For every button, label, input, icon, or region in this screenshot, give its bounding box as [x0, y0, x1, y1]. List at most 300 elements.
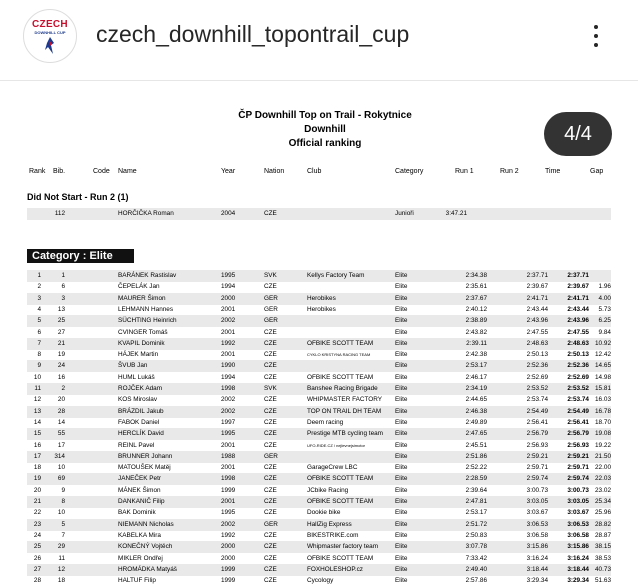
dns-bib: 112 — [54, 210, 65, 217]
cell-time: 2:53.52 — [567, 385, 589, 392]
table-row — [27, 485, 611, 497]
cell-rank: 20 — [33, 486, 41, 494]
cell-rank: 5 — [37, 317, 41, 325]
cell-name: ROJČEK Adam — [118, 385, 163, 392]
cell-r1: 2:49.89 — [465, 418, 487, 426]
cell-r2: 2:53.52 — [526, 385, 548, 392]
cell-gap: 22.03 — [595, 475, 611, 483]
cell-bib: 16 — [57, 373, 65, 381]
doc-subtitle: Downhill — [304, 124, 346, 135]
cell-rank: 25 — [33, 543, 41, 551]
cell-name: MATOUŠEK Matěj — [118, 464, 171, 472]
cell-nat: CZE — [264, 498, 277, 505]
cell-club: Banshee Racing Brigade — [307, 385, 378, 392]
cell-cat: Elite — [395, 294, 408, 302]
cell-year: 1999 — [221, 486, 236, 494]
cell-r2: 2:59.71 — [526, 464, 548, 472]
cell-cat: Elite — [395, 407, 408, 415]
cell-year: 1995 — [221, 509, 236, 517]
table-row — [27, 270, 611, 282]
cell-gap: 15.81 — [595, 385, 611, 392]
cell-cat: Elite — [395, 543, 408, 551]
cell-rank: 13 — [33, 407, 41, 415]
cell-cat: Elite — [395, 520, 408, 528]
cell-r2: 2:43.96 — [526, 317, 548, 325]
cell-nat: GER — [264, 305, 278, 313]
cell-name: KOS Miroslav — [118, 396, 158, 404]
cell-nat: GER — [264, 520, 278, 528]
cell-bib: 314 — [54, 452, 65, 460]
cell-nat: CZE — [264, 430, 277, 438]
cell-name: FABOK Daniel — [118, 418, 160, 426]
cell-r1: 2:47.81 — [465, 498, 487, 505]
cell-gap: 12.42 — [595, 351, 611, 359]
cell-time: 2:43.96 — [567, 317, 589, 325]
cell-year: 2001 — [221, 305, 236, 313]
table-row — [27, 507, 611, 519]
cell-bib: 5 — [61, 520, 65, 528]
cell-rank: 16 — [33, 441, 41, 449]
table-row — [27, 564, 611, 576]
cell-nat: GER — [264, 452, 278, 460]
cell-r2: 3:16.24 — [526, 554, 548, 562]
cell-time: 3:00.73 — [567, 486, 589, 494]
cell-club: Deem racing — [307, 418, 344, 426]
cell-r1: 3:07.78 — [465, 543, 487, 551]
cell-name: BAK Dominik — [118, 509, 156, 517]
cell-year: 2000 — [221, 294, 236, 302]
post-header — [0, 0, 638, 81]
table-row — [27, 553, 611, 565]
cell-cat: Elite — [395, 305, 408, 313]
cell-r1: 2:51.86 — [465, 452, 487, 460]
header-code: Code — [93, 168, 110, 175]
cell-cat: Elite — [395, 577, 408, 585]
cell-year: 2000 — [221, 554, 236, 562]
header-gap: Gap — [590, 168, 604, 175]
cell-rank: 9 — [37, 362, 41, 370]
cell-r1: 2:39.64 — [465, 486, 487, 494]
table-row — [27, 406, 611, 418]
cell-gap: 28.87 — [595, 531, 611, 539]
cell-r1: 2:57.86 — [465, 577, 487, 585]
cell-r1: 2:53.17 — [465, 509, 487, 517]
cell-bib: 29 — [57, 543, 65, 551]
cell-r1: 2:44.65 — [465, 396, 487, 404]
table-row — [27, 383, 611, 395]
cell-nat: CZE — [264, 407, 277, 415]
table-row — [27, 281, 611, 293]
cell-r2: 3:29.34 — [526, 577, 548, 585]
cell-bib: 10 — [57, 464, 65, 472]
table-row — [27, 451, 611, 463]
cell-nat: CZE — [264, 418, 277, 426]
table-row — [27, 530, 611, 542]
cell-club: TOP ON TRAIL DH TEAM — [307, 407, 382, 415]
cell-year: 2002 — [221, 317, 236, 325]
cell-rank: 28 — [33, 577, 41, 585]
cell-name: KABELKA Mira — [118, 531, 161, 539]
cell-r1: 2:39.11 — [466, 339, 487, 347]
cell-bib: 10 — [57, 509, 65, 517]
cell-year: 2000 — [221, 543, 236, 551]
table-row — [27, 496, 611, 508]
cell-r1: 2:49.40 — [465, 565, 487, 573]
cell-name: MÁNEK Šimon — [118, 486, 161, 494]
cell-r1: 2:37.67 — [465, 294, 487, 302]
cell-bib: 8 — [61, 498, 65, 505]
cell-cat: Elite — [395, 418, 408, 426]
cell-nat: CZE — [264, 486, 277, 494]
cell-rank: 27 — [33, 565, 41, 573]
cell-club: Herobikes — [307, 305, 336, 313]
cell-time: 2:37.71 — [567, 272, 589, 279]
cell-time: 2:56.41 — [567, 418, 589, 426]
table-row — [27, 462, 611, 474]
cell-club: GarageCrew LBC — [307, 464, 358, 472]
cell-club: Dookie bike — [307, 509, 341, 517]
cell-r1: 2:46.38 — [465, 407, 487, 415]
cell-time: 3:15.86 — [567, 543, 589, 551]
header-club: Club — [307, 168, 322, 175]
cell-cat: Elite — [395, 351, 408, 359]
cell-year: 1988 — [221, 452, 236, 460]
cell-r1: 2:43.82 — [465, 328, 487, 336]
cell-nat: CZE — [264, 441, 277, 449]
cell-time: 2:59.74 — [567, 475, 589, 483]
cell-r1: 7:33.42 — [465, 554, 487, 562]
cell-r2: 2:59.74 — [526, 475, 548, 483]
cell-name: KONEČNÝ Vojtěch — [118, 543, 173, 551]
cell-name: REINL Pavel — [118, 441, 155, 449]
cell-nat: SVK — [264, 272, 277, 279]
cell-nat: SVK — [264, 385, 277, 392]
cell-nat: CZE — [264, 509, 277, 517]
cell-nat: CZE — [264, 351, 277, 359]
cell-r2: 2:47.55 — [526, 328, 548, 336]
cell-bib: 2 — [61, 385, 65, 392]
cell-time: 2:56.79 — [567, 430, 589, 438]
cell-name: BRÁZDIL Jakub — [118, 407, 164, 415]
cell-time: 2:41.71 — [567, 294, 589, 302]
cell-r2: 2:37.71 — [526, 272, 548, 279]
cell-r2: 2:39.67 — [526, 283, 548, 291]
cell-year: 2002 — [221, 407, 236, 415]
cell-r1: 2:46.17 — [465, 373, 487, 381]
cell-r2: 3:00.73 — [526, 486, 548, 494]
cell-bib: 9 — [61, 486, 65, 494]
cell-time: 3:03.05 — [567, 498, 589, 505]
cell-year: 1992 — [221, 531, 236, 539]
cell-time: 3:16.24 — [567, 554, 589, 562]
cell-name: BARÁNEK Rastislav — [118, 272, 177, 279]
dns-heading: Did Not Start - Run 2 (1) — [27, 192, 129, 202]
cell-name: ČEPELÁK Jan — [118, 283, 160, 291]
cell-r1: 2:35.61 — [465, 283, 487, 291]
table-row — [27, 575, 611, 587]
doc-ranking-label: Official ranking — [288, 138, 362, 149]
cell-year: 1995 — [221, 272, 236, 279]
cell-time: 2:52.36 — [567, 362, 589, 370]
cell-rank: 10 — [33, 373, 41, 381]
cell-name: JANEČEK Petr — [118, 475, 161, 483]
cell-bib: 19 — [57, 351, 65, 359]
cell-time: 2:59.71 — [567, 464, 589, 472]
dns-nation: CZE — [264, 210, 277, 217]
cell-nat: CZE — [264, 373, 277, 381]
cell-gap: 38.53 — [595, 554, 611, 562]
cell-bib: 21 — [57, 339, 65, 347]
cell-time: 2:39.67 — [567, 283, 589, 291]
cell-name: BRUNNER Johann — [118, 452, 173, 460]
cell-year: 2001 — [221, 464, 236, 472]
cell-name: ŠVUB Jan — [118, 362, 148, 370]
cell-nat: GER — [264, 294, 278, 302]
cell-r2: 3:18.44 — [526, 565, 548, 573]
cell-rank: 22 — [33, 509, 41, 517]
cell-year: 1998 — [221, 475, 236, 483]
more-options-icon[interactable] — [586, 22, 606, 54]
cell-cat: Elite — [395, 430, 408, 438]
cell-club: JCbike Racing — [307, 486, 349, 494]
cell-cat: Elite — [395, 498, 408, 505]
username-link[interactable]: czech_downhill_topontrail_cup — [96, 21, 410, 47]
avatar-logo-text: CZECH — [32, 19, 68, 30]
cell-club: OFBIKE SCOTT TEAM — [307, 554, 374, 562]
cell-time: 2:54.49 — [567, 407, 589, 415]
cell-nat: CZE — [264, 464, 277, 472]
cell-club: FOXHOLESHOP.cz — [307, 565, 363, 573]
table-row — [27, 293, 611, 305]
header-rank: Rank — [29, 168, 46, 175]
cell-bib: 13 — [57, 305, 65, 313]
cell-r2: 2:59.21 — [526, 452, 548, 460]
table-row — [27, 541, 611, 553]
cell-gap: 19.08 — [595, 430, 611, 438]
cell-time: 2:53.74 — [567, 396, 589, 404]
cell-nat: CZE — [264, 396, 277, 404]
table-row — [27, 473, 611, 485]
cell-rank: 2 — [37, 283, 41, 291]
cell-time: 2:59.21 — [567, 452, 589, 460]
cell-name: MAURER Šimon — [118, 294, 166, 302]
cell-time: 2:50.13 — [567, 351, 589, 359]
header-year: Year — [221, 168, 236, 175]
cell-rank: 15 — [33, 430, 41, 438]
cell-gap: 22.00 — [595, 464, 611, 472]
cell-gap: 1.96 — [598, 283, 611, 291]
header-run2: Run 2 — [500, 168, 519, 175]
cell-name: HROMÁDKA Matyáš — [118, 565, 177, 573]
cell-time: 3:03.67 — [567, 509, 589, 517]
cell-r2: 3:06.58 — [526, 531, 548, 539]
cell-gap: 10.92 — [595, 339, 611, 347]
cell-club: OFBIKE SCOTT TEAM — [307, 498, 374, 505]
cell-rank: 19 — [33, 475, 41, 483]
table-row — [27, 372, 611, 384]
cell-rank: 4 — [37, 305, 41, 313]
avatar[interactable] — [23, 9, 77, 63]
header-time: Time — [545, 168, 561, 175]
cell-r2: 2:56.79 — [526, 430, 548, 438]
dns-run1: 3:47.21 — [445, 210, 467, 217]
cell-gap: 6.25 — [598, 317, 611, 325]
cell-gap: 40.73 — [595, 565, 611, 573]
cell-year: 1997 — [221, 418, 236, 426]
table-row — [27, 327, 611, 339]
cell-cat: Elite — [395, 317, 408, 325]
cell-nat: CZE — [264, 475, 277, 483]
cell-year: 1994 — [221, 373, 236, 381]
cell-bib: 20 — [57, 396, 65, 404]
cell-gap: 4.00 — [598, 294, 611, 302]
dns-name: HORČIČKA Roman — [118, 210, 174, 217]
cell-year: 1994 — [221, 283, 236, 291]
doc-title: ČP Downhill Top on Trail - Rokytnice — [238, 110, 412, 121]
cell-nat: CZE — [264, 328, 277, 336]
cell-rank: 12 — [33, 396, 41, 404]
cell-r2: 3:06.53 — [526, 520, 548, 528]
cell-rank: 23 — [33, 520, 41, 528]
cell-gap: 28.82 — [595, 520, 611, 528]
cell-club: WHIPMASTER FACTORY — [307, 396, 383, 404]
table-row — [27, 338, 611, 350]
cell-gap: 14.98 — [595, 373, 611, 381]
cell-r1: 2:50.83 — [465, 531, 487, 539]
cell-club: Herobikes — [307, 294, 336, 302]
cell-nat: CZE — [264, 543, 277, 551]
cell-bib: 1 — [61, 272, 65, 279]
cell-cat: Elite — [395, 373, 408, 381]
cell-r2: 2:52.69 — [526, 373, 548, 381]
cell-nat: CZE — [264, 531, 277, 539]
cell-club: HallZig Express — [307, 520, 352, 528]
cell-bib: 11 — [58, 554, 65, 562]
cell-time: 3:06.53 — [567, 520, 589, 528]
cell-year: 2001 — [221, 351, 236, 359]
cell-rank: 7 — [37, 339, 41, 347]
cell-r1: 2:53.17 — [465, 362, 487, 370]
cell-club: Cycology — [307, 577, 334, 585]
cell-bib: 7 — [61, 531, 65, 539]
header-category: Category — [395, 168, 424, 175]
cell-year: 2001 — [221, 328, 236, 336]
cell-rank: 6 — [37, 328, 41, 336]
cell-r1: 2:38.89 — [465, 317, 487, 325]
table-row — [27, 519, 611, 531]
cell-bib: 14 — [57, 418, 65, 426]
table-row — [27, 394, 611, 406]
cell-rank: 3 — [37, 294, 41, 302]
table-row — [27, 315, 611, 327]
cell-r2: 2:53.74 — [526, 396, 548, 404]
category-heading: Category : Elite — [27, 249, 134, 263]
cell-time: 3:29.34 — [567, 577, 589, 585]
cell-cat: Elite — [395, 565, 408, 573]
cell-club: CYKLO KRISTYNA RACING TEAM — [307, 352, 371, 358]
cell-bib: 3 — [61, 294, 65, 302]
cell-name: DANKANIČ Filip — [118, 498, 165, 505]
cell-r2: 2:56.41 — [526, 418, 548, 426]
cell-r1: 2:52.22 — [465, 464, 487, 472]
cell-cat: Elite — [395, 452, 408, 460]
rider-icon — [38, 34, 62, 58]
cell-r2: 2:52.36 — [526, 362, 548, 370]
cell-r2: 2:56.93 — [526, 441, 548, 449]
cell-gap: 25.34 — [595, 498, 611, 505]
header-run1: Run 1 — [455, 168, 474, 175]
cell-rank: 1 — [37, 272, 41, 279]
cell-nat: CZE — [264, 577, 277, 585]
cell-bib: 24 — [57, 362, 65, 370]
cell-r2: 2:48.63 — [526, 339, 548, 347]
cell-r2: 3:03.05 — [526, 498, 548, 505]
cell-cat: Elite — [395, 385, 408, 392]
cell-gap: 16.78 — [595, 407, 611, 415]
cell-name: MIKLER Ondřej — [118, 554, 163, 562]
cell-club: OFBIKE SCOTT TEAM — [307, 373, 374, 381]
cell-r1: 2:42.38 — [465, 351, 487, 359]
cell-time: 2:48.63 — [567, 339, 589, 347]
dns-year: 2004 — [221, 210, 236, 217]
cell-gap: 18.70 — [595, 418, 611, 426]
cell-name: SÜCHTING Heinrich — [118, 317, 177, 325]
table-row — [27, 440, 611, 452]
cell-club: Prestige MTB cycling team — [307, 430, 384, 438]
cell-name: CVINGER Tomáš — [118, 328, 168, 336]
cell-cat: Elite — [395, 554, 408, 562]
table-row — [27, 349, 611, 361]
cell-gap: 14.65 — [595, 362, 611, 370]
cell-rank: 24 — [33, 531, 41, 539]
cell-year: 2002 — [221, 396, 236, 404]
cell-bib: 69 — [57, 475, 65, 483]
cell-r1: 2:28.59 — [465, 475, 487, 483]
cell-bib: 12 — [57, 565, 65, 573]
cell-r1: 2:34.38 — [465, 272, 487, 279]
cell-year: 2002 — [221, 520, 236, 528]
cell-r1: 2:47.65 — [465, 430, 487, 438]
cell-bib: 6 — [61, 283, 65, 291]
cell-rank: 26 — [33, 554, 41, 562]
cell-cat: Elite — [395, 272, 408, 279]
cell-gap: 38.15 — [595, 543, 611, 551]
cell-rank: 14 — [33, 418, 41, 426]
cell-cat: Elite — [395, 396, 408, 404]
cell-name: HÁJEK Martin — [118, 351, 159, 359]
table-row — [27, 360, 611, 372]
cell-club: OFBIKE SCOTT TEAM — [307, 475, 374, 483]
cell-nat: CZE — [264, 565, 277, 573]
cell-time: 3:06.58 — [567, 531, 589, 539]
header-name: Name — [118, 168, 137, 175]
cell-rank: 18 — [33, 464, 41, 472]
cell-r2: 3:03.67 — [526, 509, 548, 517]
cell-r1: 2:40.12 — [465, 305, 487, 313]
cell-year: 1990 — [221, 362, 236, 370]
cell-club: BIKESTRIKE.com — [307, 531, 359, 539]
cell-r2: 3:15.86 — [526, 543, 548, 551]
cell-time: 2:47.55 — [567, 328, 589, 336]
cell-gap: 16.03 — [595, 396, 611, 404]
dns-row — [27, 208, 611, 220]
cell-r2: 2:43.44 — [526, 305, 548, 313]
cell-gap: 9.84 — [598, 328, 611, 336]
cell-year: 1999 — [221, 577, 236, 585]
cell-year: 1995 — [221, 430, 236, 438]
page-indicator: 4/4 — [544, 112, 612, 156]
cell-r1: 2:34.19 — [465, 385, 487, 392]
